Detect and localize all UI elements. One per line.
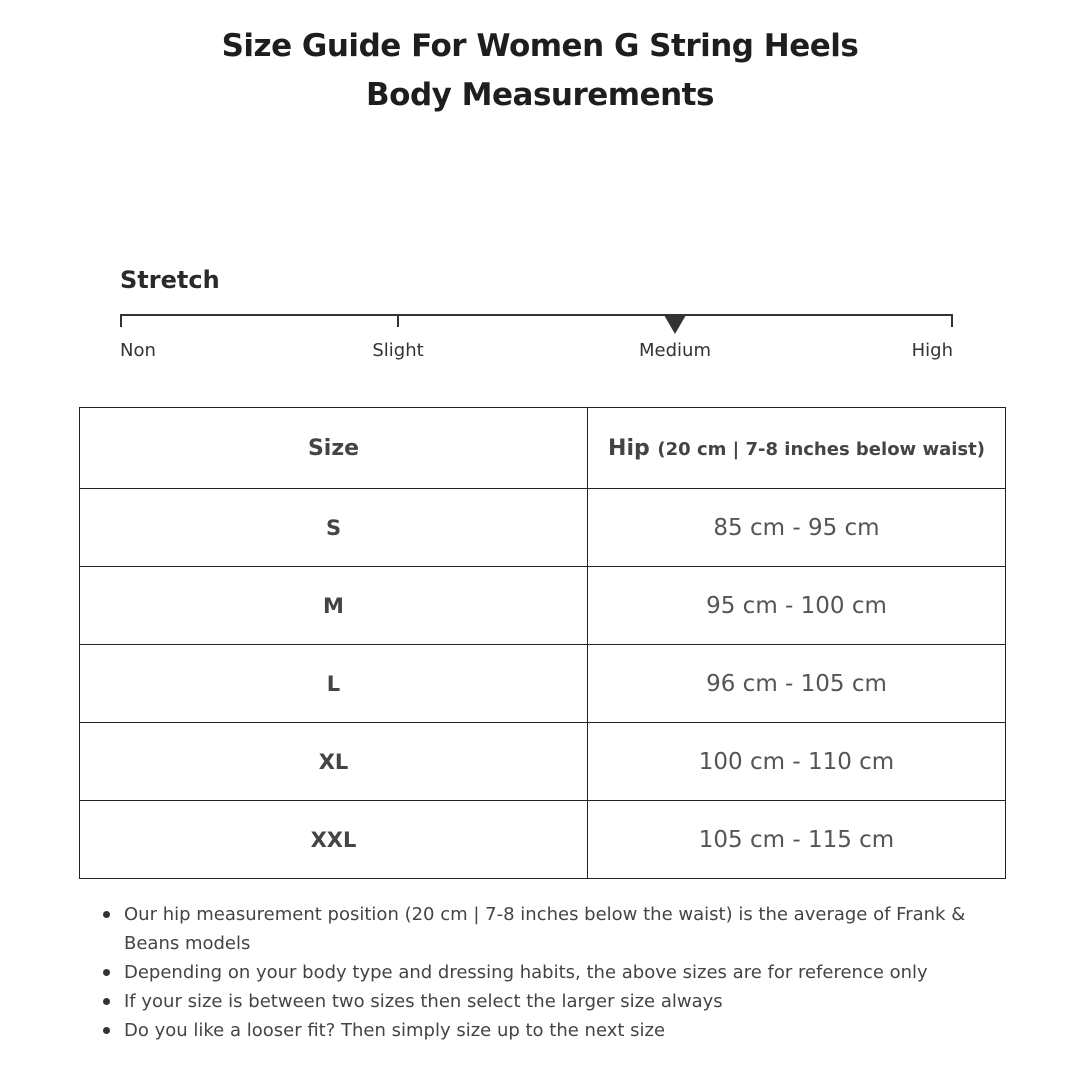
stretch-label-non: Non — [120, 340, 156, 361]
stretch-label-high: High — [911, 340, 953, 361]
note-item: If your size is between two sizes then select the larger size always — [124, 987, 1014, 1016]
hip-header-note: (20 cm | 7-8 inches below waist) — [657, 438, 985, 460]
stretch-scale — [120, 312, 953, 372]
table-header-row — [80, 408, 1006, 489]
size-cell: L — [80, 645, 588, 723]
size-cell: M — [80, 567, 588, 645]
table-row — [80, 489, 1006, 567]
table-row — [80, 567, 1006, 645]
hip-cell: 85 cm - 95 cm — [588, 489, 1006, 567]
size-cell: XXL — [80, 801, 588, 879]
size-table — [79, 407, 1006, 879]
page-subtitle: Body Measurements — [366, 77, 714, 113]
stretch-label-medium: Medium — [639, 340, 711, 361]
page-title: Size Guide For Women G String Heels — [221, 28, 859, 64]
table-row — [80, 801, 1006, 879]
stretch-selected-marker-icon — [664, 315, 686, 334]
stretch-scale-line — [120, 314, 953, 316]
note-item: Our hip measurement position (20 cm | 7-8 inches below the waist) is the average of Frank & Beans models — [124, 900, 1014, 958]
stretch-heading: Stretch — [120, 266, 220, 294]
hip-header-label: Hip — [608, 435, 650, 461]
hip-column-header — [588, 408, 1006, 489]
stretch-label-slight: Slight — [372, 340, 424, 361]
note-item: Depending on your body type and dressing habits, the above sizes are for reference only — [124, 958, 1014, 987]
size-column-header: Size — [80, 408, 588, 489]
table-row — [80, 645, 1006, 723]
size-cell: XL — [80, 723, 588, 801]
stretch-tick-high — [951, 314, 953, 327]
notes-list — [124, 900, 1014, 1045]
note-item: Do you like a looser fit? Then simply size up to the next size — [124, 1016, 1014, 1045]
stretch-tick-non — [120, 314, 122, 327]
table-row — [80, 723, 1006, 801]
hip-cell: 95 cm - 100 cm — [588, 567, 1006, 645]
hip-cell: 100 cm - 110 cm — [588, 723, 1006, 801]
hip-cell: 96 cm - 105 cm — [588, 645, 1006, 723]
stretch-tick-slight — [397, 314, 399, 327]
size-cell: S — [80, 489, 588, 567]
hip-cell: 105 cm - 115 cm — [588, 801, 1006, 879]
